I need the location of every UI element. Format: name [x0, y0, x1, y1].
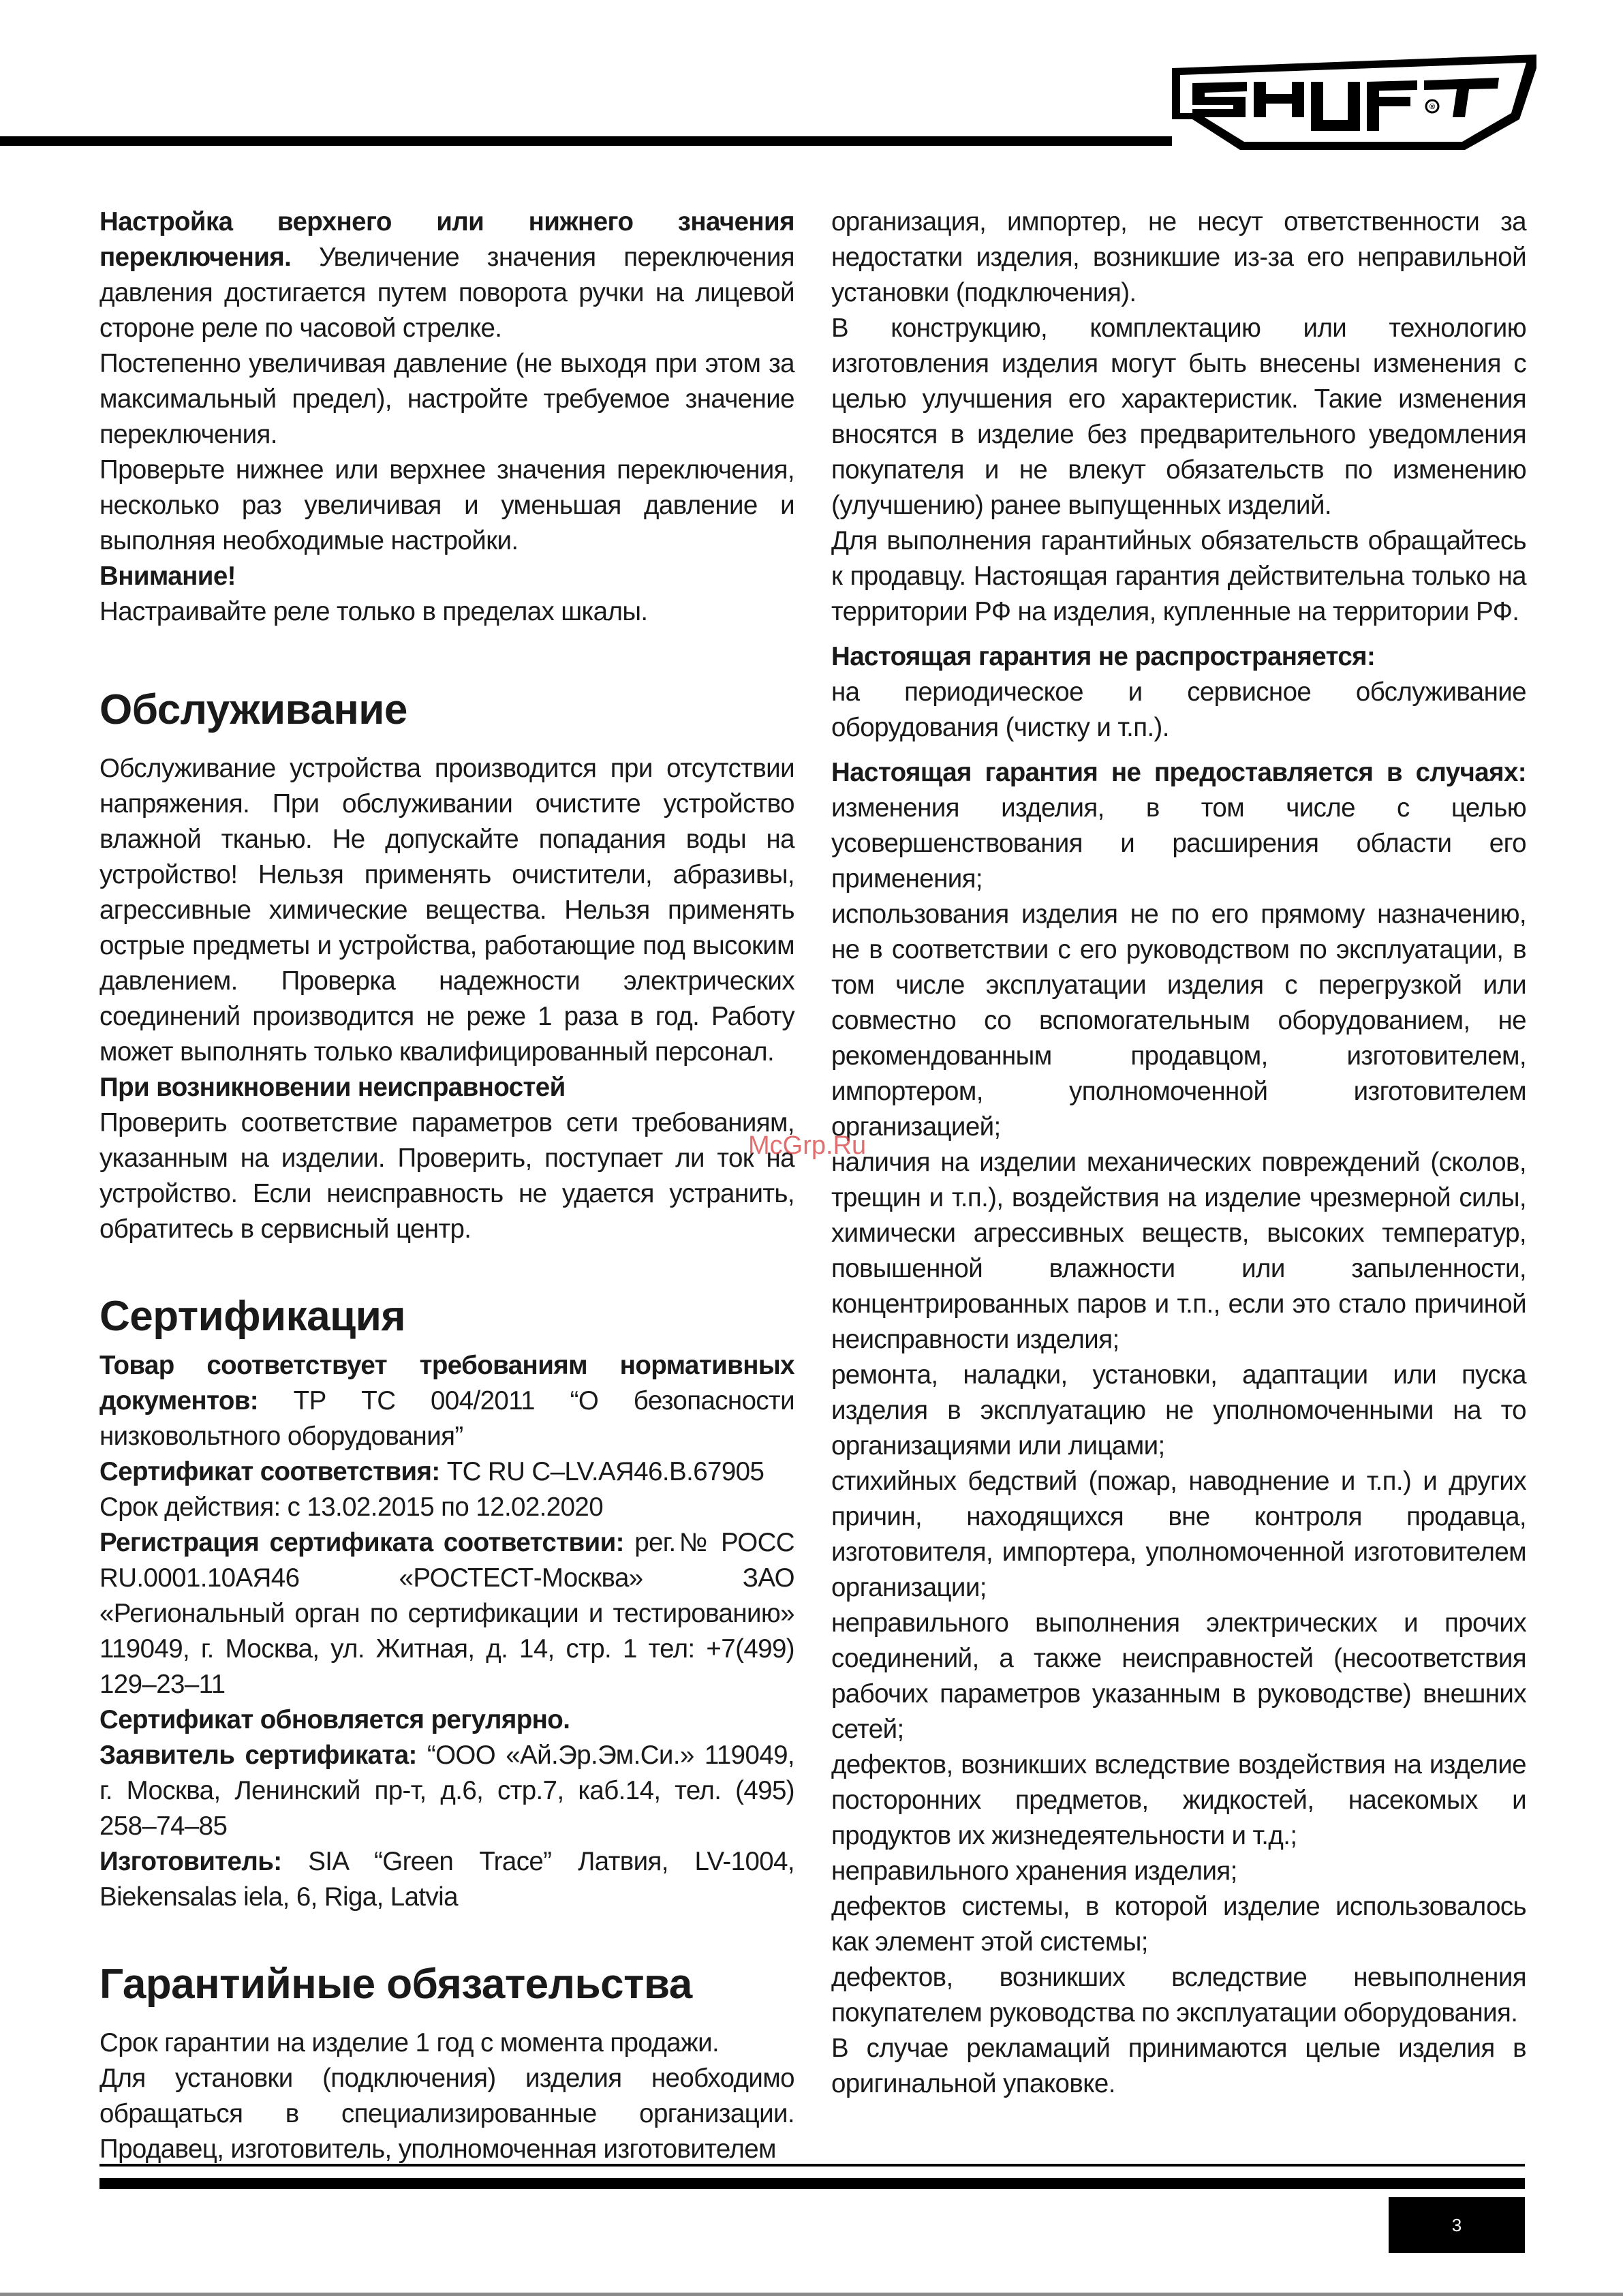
warranty-case-repair: ремонта, наладки, установки, адаптации или пуска изделия в эксплуатацию не уполномоченными на то организациями или лицами;	[831, 1360, 1526, 1460]
watermark: McGrp.Ru	[748, 1131, 867, 1160]
section-title-certification: Сертификация	[99, 1293, 406, 1340]
cert-conformity-value: ТС RU C–LV.АЯ46.В.67905	[439, 1457, 764, 1486]
cert-updated-label: Сертификат обновляется регулярно.	[99, 1705, 570, 1734]
cert-manufacturer-value: SIA “Green Trace” Латвия, LV-1004, Biekensalas iela, 6, Riga, Latvia	[99, 1847, 794, 1912]
warranty-not-apply-label	[831, 639, 1526, 675]
cert-requirements-label: Товар соответствует требованиям нормативных документов:	[99, 1351, 794, 1415]
cert-registration-label: Регистрация сертификата соответствии:	[99, 1528, 624, 1557]
warranty-continued: организация, импортер, не несут ответственности за недостатки изделия, возникшие из-за его неправильной установки (подключения).	[831, 207, 1526, 307]
cert-updated	[99, 1702, 794, 1738]
cert-requirements	[99, 1348, 794, 1454]
warranty-obligations: Для выполнения гарантийных обязательств обращайтесь к продавцу. Настоящая гарантия действительна только на территории РФ на изделия, купленные на территории РФ.	[831, 526, 1526, 626]
warranty-case-storage: неправильного хранения изделия;	[831, 1856, 1237, 1886]
attention-text: Настраивайте реле только в пределах шкалы.	[99, 597, 648, 626]
warranty-case-disaster: стихийных бедствий (пожар, наводнение и т.п.) и других причин, находящихся вне контроля продавца, изготовителя, импортера, уполномоченной изготовителем организации;	[831, 1467, 1526, 1602]
warranty-not-provided-heading: Настоящая гарантия не предоставляется в случаях:	[831, 758, 1526, 787]
warranty-not-provided	[831, 755, 1526, 897]
warranty-case-misuse: использования изделия не по его прямому назначению, не в соответствии с его руководством по эксплуатации, в том числе эксплуатации изделия с перегрузкой или совместно со вспомогательным оборудованием, не рекомендованным продавцом, изготовителем, импортером, уполномоченной изготовителем организацией;	[831, 900, 1526, 1142]
warranty-claims: В случае рекламаций принимаются целые изделия в оригинальной упаковке.	[831, 2034, 1526, 2098]
footer-rule-thin	[99, 2164, 1525, 2167]
warranty-case-wiring: неправильного выполнения электрических и прочих соединений, а также неисправностей (несоответствия рабочих параметров указанным в руководстве) внешних сетей;	[831, 1608, 1526, 1744]
warranty-changes: В конструкцию, комплектацию или технологию изготовления изделия могут быть внесены изменения с целью улучшения его характеристик. Такие изменения вносятся в изделие без предварительного уведомления покупателя и не влекут обязательств по изменению (улучшению) ранее выпущенных изделий.	[831, 313, 1526, 520]
cert-conformity	[99, 1454, 794, 1490]
brand-logo	[1165, 55, 1547, 150]
cert-registration-value: рег.№ РОСС RU.0001.10АЯ46 «РОСТЕСТ-Москва» ЗАО «Региональный орган по сертификации и тестированию» 119049, г. Москва, ул. Житная, д. 14, стр. 1 тел: +7(499) 129–23–11	[99, 1528, 794, 1699]
cert-conformity-label: Сертификат соответствия:	[99, 1457, 440, 1486]
cert-applicant	[99, 1738, 794, 1844]
adjust-step-3: Проверьте нижнее или верхнее значения переключения, несколько раз увеличивая и уменьшая давление и выполняя необходимые настройки.	[99, 455, 794, 555]
adjust-heading: Настройка верхнего или нижнего значения переключения.	[99, 207, 794, 272]
malfunction-heading: При возникновении неисправностей	[99, 1073, 566, 1102]
header-rule	[0, 136, 1172, 146]
warranty-term: Срок гарантии на изделие 1 год с момента продажи.	[99, 2028, 720, 2057]
warranty-case-modification: изменения изделия, в том числе с целью усовершенствования и расширения области его применения;	[831, 793, 1526, 893]
cert-registration	[99, 1525, 794, 1702]
warranty-case-damage: наличия на изделии механических повреждений (сколов, трещин и т.п.), воздействия на изделие чрезмерной силы, химически агрессивных веществ, высоких температур, повышенной влажности или запыленности, концентрированных паров и т.п., если это стало причиной неисправности изделия;	[831, 1148, 1526, 1354]
section-title-service: Обслуживание	[99, 686, 407, 733]
footer-rule-thick	[99, 2178, 1525, 2189]
page-number: 3	[1389, 2197, 1525, 2253]
warranty-case-manual: дефектов, возникших вследствие невыполнения покупателем руководства по эксплуатации оборудования.	[831, 1963, 1526, 2027]
adjust-paragraph	[99, 204, 794, 346]
warranty-install: Для установки (подключения) изделия необходимо обращаться в специализированные организации. Продавец, изготовитель, уполномоченная изготовителем	[99, 2064, 794, 2164]
service-text: Обслуживание устройства производится при отсутствии напряжения. При обслуживании очистите устройство влажной тканью. Не допускайте попадания воды на устройство! Нельзя применять очистители, абразивы, агрессивные химические вещества. Нельзя применять острые предметы и устройства, работающие под высоким давлением. Проверка надежности электрических соединений производится не реже 1 раза в год. Работу может выполнять только квалифицированный персонал.	[99, 754, 794, 1067]
attention-label	[99, 559, 794, 594]
malfunction-text: Проверить соответствие параметров сети требованиям, указанным на изделии. Проверить, поступает ли ток на устройство. Если неисправность не удается устранить, обратитесь в сервисный центр.	[99, 1108, 794, 1244]
adjust-text: Увеличение значения переключения давления достигается путем поворота ручки на лицевой стороне реле по часовой стрелке.	[99, 243, 794, 343]
cert-validity: Срок действия: с 13.02.2015 по 12.02.2020	[99, 1493, 604, 1522]
cert-applicant-value: “ООО «Ай.Эр.Эм.Си.» 119049, г. Москва, Ленинский пр-т, д.6, стр.7, каб.14, тел. (495) 258–74–85	[99, 1741, 794, 1841]
malfunction-title	[99, 1070, 794, 1105]
section-title-warranty: Гарантийные обязательства	[99, 1961, 692, 2008]
warranty-case-foreign: дефектов, возникших вследствие воздействия на изделие посторонних предметов, жидкостей, насекомых и продуктов их жизнедеятельности и т.д.;	[831, 1750, 1526, 1850]
page-edge-line	[0, 2293, 1623, 2296]
cert-manufacturer-label: Изготовитель:	[99, 1847, 282, 1876]
warranty-not-apply-heading: Настоящая гарантия не распространяется:	[831, 642, 1376, 671]
adjust-step-2: Постепенно увеличивая давление (не выходя при этом за максимальный предел), настройте требуемое значение переключения.	[99, 349, 794, 449]
right-column	[831, 204, 1526, 2102]
warranty-not-apply-text: на периодическое и сервисное обслуживание оборудования (чистку и т.п.).	[831, 677, 1526, 742]
left-column	[99, 204, 794, 2167]
cert-requirements-value: ТР ТС 004/2011 “О безопасности низковольтного оборудования”	[99, 1386, 794, 1451]
warranty-case-system: дефектов системы, в которой изделие использовалось как элемент этой системы;	[831, 1892, 1526, 1957]
registered-mark: ®	[1429, 103, 1436, 111]
cert-manufacturer	[99, 1844, 794, 1915]
attention-heading: Внимание!	[99, 562, 236, 591]
cert-applicant-label: Заявитель сертификата:	[99, 1741, 417, 1770]
shuft-logo-icon	[1165, 55, 1547, 150]
